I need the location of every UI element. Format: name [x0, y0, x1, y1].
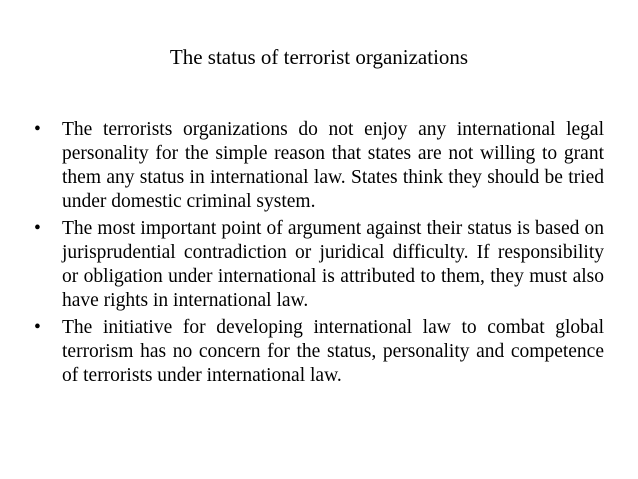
- bullet-text: The most important point of argument against their status is based on jurisprudential contradiction or juridical difficulty. If responsibility or obligation under international is attributed to them, they must also have rights in international law.: [62, 218, 604, 311]
- bullet-list: [34, 118, 604, 391]
- bullet-icon: •: [34, 218, 41, 239]
- bullet-text: The terrorists organizations do not enjoy any international legal personality for the simple reason that states are not willing to grant them any status in international law. States think they should be tried under domestic criminal system.: [62, 119, 604, 212]
- bullet-icon: •: [34, 317, 41, 338]
- slide-title: The status of terrorist organizations: [169, 45, 469, 69]
- bullet-icon: •: [34, 119, 41, 140]
- bullet-item: [34, 316, 604, 388]
- bullet-text: The initiative for developing international law to combat global terrorism has no concern for the status, personality and competence of terrorists under international law.: [62, 317, 604, 386]
- bullet-item: [34, 217, 604, 313]
- bullet-item: [34, 118, 604, 214]
